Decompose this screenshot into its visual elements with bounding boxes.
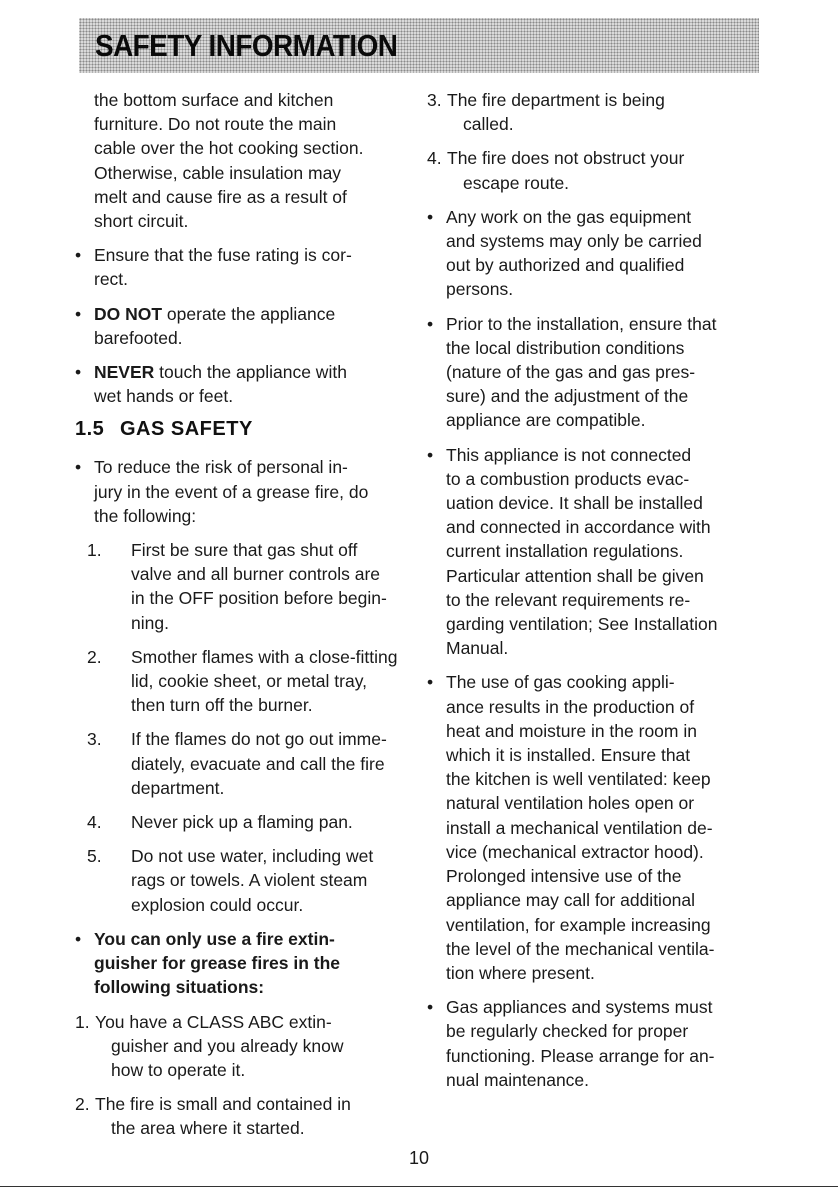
cable-routing-paragraph: the bottom surface and kitchen furniture. Do not route the main cable over the hot cooking section. Otherwise, cable insulation may melt and cause fire as a result of short circuit. bbox=[94, 90, 364, 232]
fuse-rating-bullet: • Ensure that the fuse rating is cor- rect. bbox=[75, 243, 410, 291]
installation-conditions-bullet: • Prior to the installation, ensure that the local distribution conditions (nature of the gas and gas pres- sure) and the adjustment of the appliance are compatible. bbox=[427, 312, 762, 433]
wet-hands-warning-bullet: • NEVER touch the appliance with wet hands or feet. bbox=[75, 360, 410, 408]
situation-1: 1. You have a CLASS ABC extin- guisher and you already know how to operate it. bbox=[75, 1011, 344, 1080]
extinguisher-bullet: • You can only use a fire extin- guisher for grease fires in the following situations: bbox=[75, 927, 410, 1000]
right-column bbox=[427, 88, 762, 1092]
situation-2: 2. The fire is small and contained in the area where it started. bbox=[75, 1094, 351, 1139]
combustion-evacuation-bullet: • This appliance is not connected to a combustion products evac- uation device. It shall be installed and connected in accordance with current installation regulations. Particular attention shall be given to the relevant requirements re- garding ventilation; See Installation Manual. bbox=[427, 443, 762, 661]
maintenance-bullet: • Gas appliances and systems must be regularly checked for proper functioning. Please arrange for an- nual maintenance. bbox=[427, 995, 762, 1092]
barefoot-warning-bullet: • DO NOT operate the appliance barefooted. bbox=[75, 302, 410, 350]
grease-step-4: 4. Never pick up a flaming pan. bbox=[87, 812, 353, 833]
grease-step-3: 3. If the flames do not go out imme- diately, evacuate and call the fire department. bbox=[87, 729, 387, 798]
situation-4: 4. The fire does not obstruct your escape route. bbox=[427, 148, 685, 193]
left-column bbox=[75, 88, 410, 1141]
grease-fire-bullet: • To reduce the risk of personal in- jury in the event of a grease fire, do the following: bbox=[75, 455, 410, 528]
footer-rule bbox=[0, 1186, 838, 1187]
section-banner bbox=[79, 18, 759, 73]
gas-safety-heading: 1.5 GAS SAFETY bbox=[75, 418, 253, 441]
situation-3: 3. The fire department is being called. bbox=[427, 90, 665, 135]
grease-step-1: 1. First be sure that gas shut off valve and all burner controls are in the OFF position before begin- ning. bbox=[87, 540, 387, 633]
grease-step-2: 2. Smother flames with a close-fitting lid, cookie sheet, or metal tray, then turn off the burner. bbox=[87, 646, 398, 716]
page-number: 10 bbox=[408, 1148, 430, 1168]
qualified-persons-bullet: • Any work on the gas equipment and systems may only be carried out by authorized and qualified persons. bbox=[427, 205, 762, 302]
ventilation-bullet: • The use of gas cooking appli- ance results in the production of heat and moisture in the room in which it is installed. Ensure that the kitchen is well ventilated: keep natural ventilation holes open or install a mechanical ventilation de- vice (mechanical extractor hood). Prolonged intensive use of the appliance may call for additional ventilation, for example increasing the level of the mechanical ventila- tion where present. bbox=[427, 670, 762, 985]
section-title: SAFETY INFORMATION bbox=[95, 28, 398, 63]
grease-step-5: 5. Do not use water, including wet rags or towels. A violent steam explosion could occur. bbox=[87, 846, 374, 915]
